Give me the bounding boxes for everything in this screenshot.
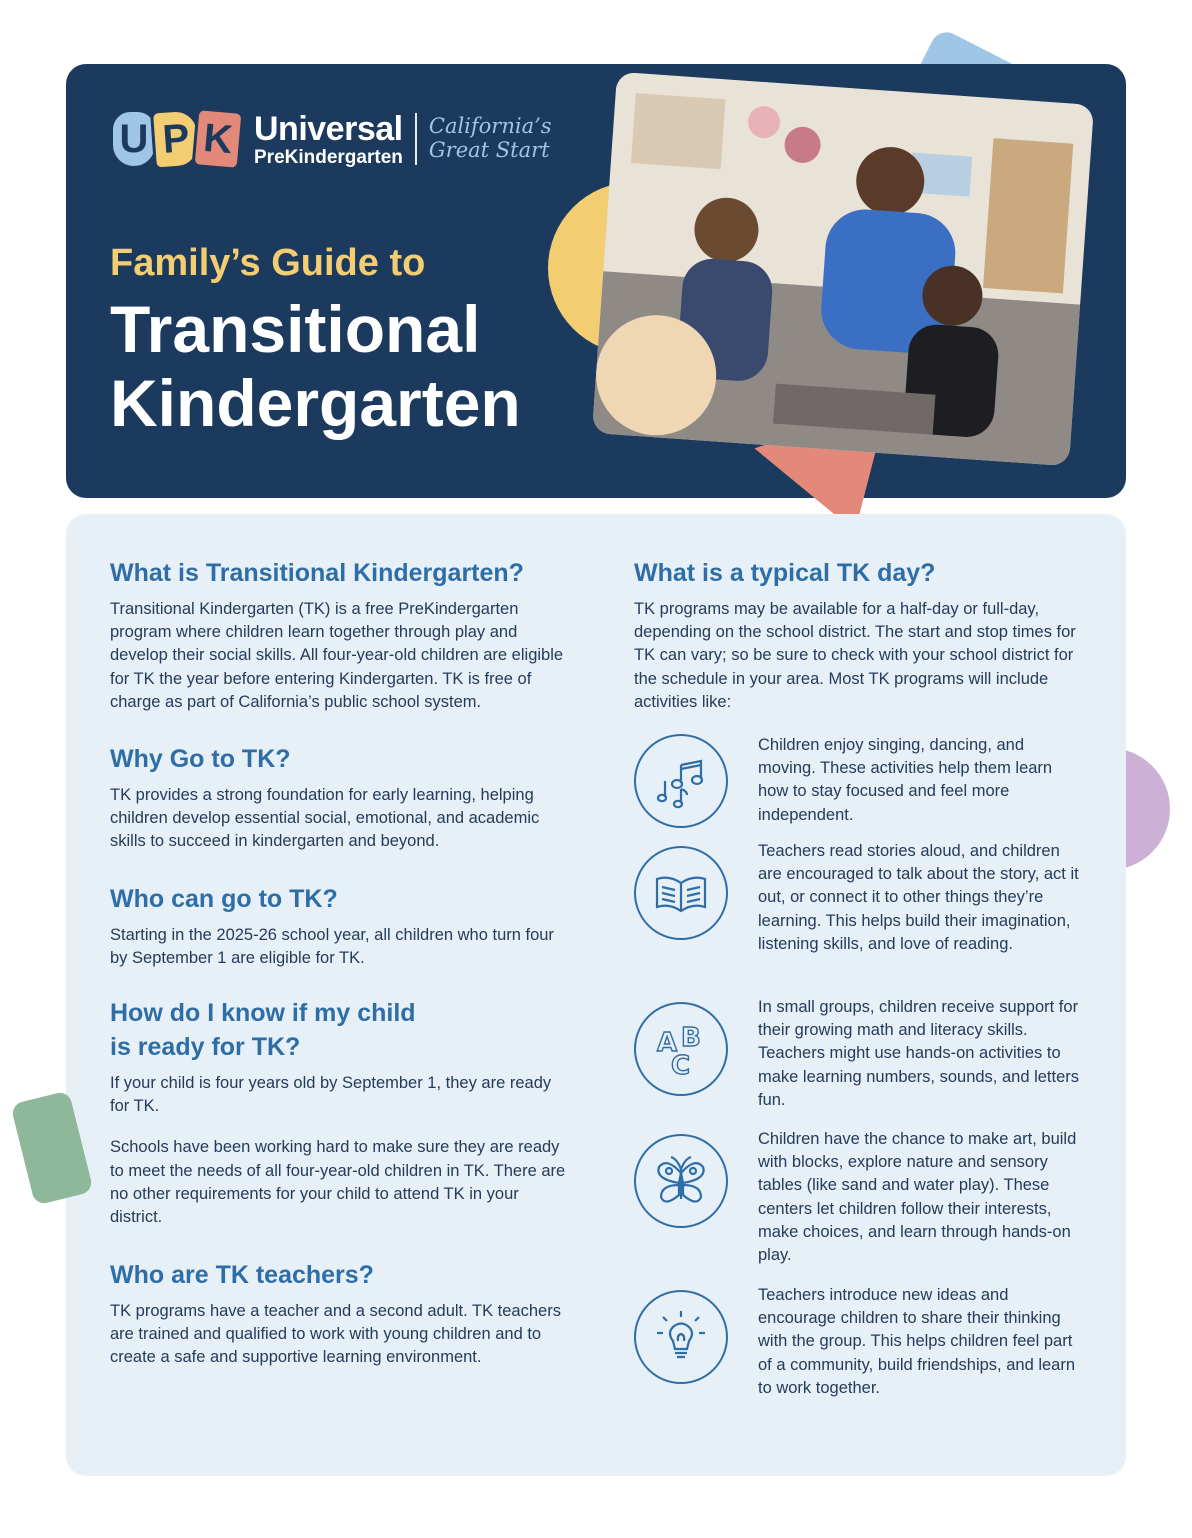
tagline-line2: Great Start bbox=[428, 138, 550, 162]
lightbulb-svg bbox=[651, 1307, 711, 1367]
section-heading-line2: is ready for TK? bbox=[110, 1033, 301, 1061]
section-body: TK programs have a teacher and a second adult. TK teachers are trained and qualified to work with young children and to create a safe and supportive learning environment. bbox=[110, 1302, 561, 1367]
section-body: Starting in the 2025-26 school year, all children who turn four by September 1 are eligible for TK. bbox=[110, 926, 554, 968]
classroom-photo-illustration bbox=[592, 72, 1094, 466]
butterfly-icon bbox=[634, 1134, 728, 1228]
tagline-line1: California’s bbox=[428, 114, 552, 139]
section-body-2: Schools have been working hard to make sure they are ready to meet the needs of all four-year-old children in TK. There are no other requirements for your child to attend TK in your district. bbox=[110, 1138, 566, 1227]
upk-logo bbox=[110, 106, 552, 172]
activity-text: Children enjoy singing, dancing, and moving. These activities help them learn how to stay focused and feel more independent. bbox=[758, 736, 1053, 824]
section-body: Transitional Kindergarten (TK) is a free PreKindergarten program where children learn together through play and develop their social skills. All four-year-old children are eligible for TK the year before entering Kindergarten. TK is free of charge as part of California’s public school system. bbox=[110, 600, 564, 711]
upk-letters bbox=[110, 109, 242, 169]
open-book-svg bbox=[651, 863, 711, 923]
open-book-icon bbox=[634, 846, 728, 940]
brand-name-line1: Universal bbox=[254, 109, 403, 148]
abc-blocks-icon bbox=[634, 1002, 728, 1096]
section-heading bbox=[110, 996, 572, 1064]
lightbulb-icon bbox=[634, 1290, 728, 1384]
logo-letter-u: U bbox=[110, 109, 158, 169]
abc-letter-a: A bbox=[657, 1028, 678, 1058]
classroom-photo bbox=[592, 72, 1094, 466]
right-column bbox=[634, 556, 1084, 1397]
section-body: TK provides a strong foundation for early learning, helping children develop essential social, emotional, and academic skills to succeed in kindergarten and beyond. bbox=[110, 786, 540, 851]
page-title-line1: Transitional bbox=[110, 292, 481, 366]
section-teachers bbox=[110, 1258, 572, 1370]
section-heading-line1: How do I know if my child bbox=[110, 999, 416, 1027]
section-heading: Why Go to TK? bbox=[110, 745, 291, 773]
section-why-go bbox=[110, 742, 572, 854]
section-heading: Who can go to TK? bbox=[110, 885, 338, 913]
section-heading: What is Transitional Kindergarten? bbox=[110, 559, 524, 587]
brand-name-line2: PreKindergarten bbox=[254, 146, 403, 168]
activity-text: In small groups, children receive support for their growing math and literacy skills. Teachers might use hands-on activities to make learning numbers, sounds, and letters fun. bbox=[758, 998, 1080, 1109]
typical-day-intro: TK programs may be available for a half-day or full-day, depending on the school district. The start and stop times for TK can vary; so be sure to check with your school district for the schedule in your area. Most TK programs will include activities like: bbox=[634, 600, 1076, 711]
page-title-line2: Kindergarten bbox=[110, 366, 521, 440]
activity-text: Teachers read stories aloud, and children are encouraged to talk about the story, act it out, or connect it to other things they’re learning. This helps build their imagination, listening skills, and love of reading. bbox=[758, 842, 1079, 953]
section-heading: Who are TK teachers? bbox=[110, 1261, 374, 1289]
butterfly-svg bbox=[651, 1151, 711, 1211]
music-notes-svg bbox=[651, 751, 711, 811]
section-who-can-go bbox=[110, 882, 572, 970]
section-body: If your child is four years old by September 1, they are ready for TK. bbox=[110, 1074, 552, 1116]
logo-letter-k: K bbox=[191, 107, 244, 171]
brand-divider bbox=[415, 113, 417, 165]
section-is-ready bbox=[110, 996, 572, 1229]
activity-text: Children have the chance to make art, build with blocks, explore nature and sensory tables (like sand and water play). These centers let children follow their interests, make choices, and learn through hands-on play. bbox=[758, 1130, 1077, 1265]
page-title bbox=[110, 292, 521, 440]
activity-text: Teachers introduce new ideas and encourage children to share their thinking with the group. This helps children feel part of a community, build friendships, and learn to work together. bbox=[758, 1286, 1076, 1397]
abc-letters-svg bbox=[651, 1019, 711, 1079]
abc-letter-c: C bbox=[671, 1051, 691, 1079]
abc-letter-b: B bbox=[681, 1023, 701, 1053]
brand-name bbox=[254, 109, 403, 168]
section-what-is-tk bbox=[110, 556, 572, 714]
logo-letter-p: P bbox=[150, 107, 202, 170]
brand-tagline bbox=[429, 115, 552, 162]
typical-day-heading: What is a typical TK day? bbox=[634, 559, 936, 587]
music-notes-icon bbox=[634, 734, 728, 828]
hero-kicker: Family’s Guide to bbox=[110, 242, 426, 284]
